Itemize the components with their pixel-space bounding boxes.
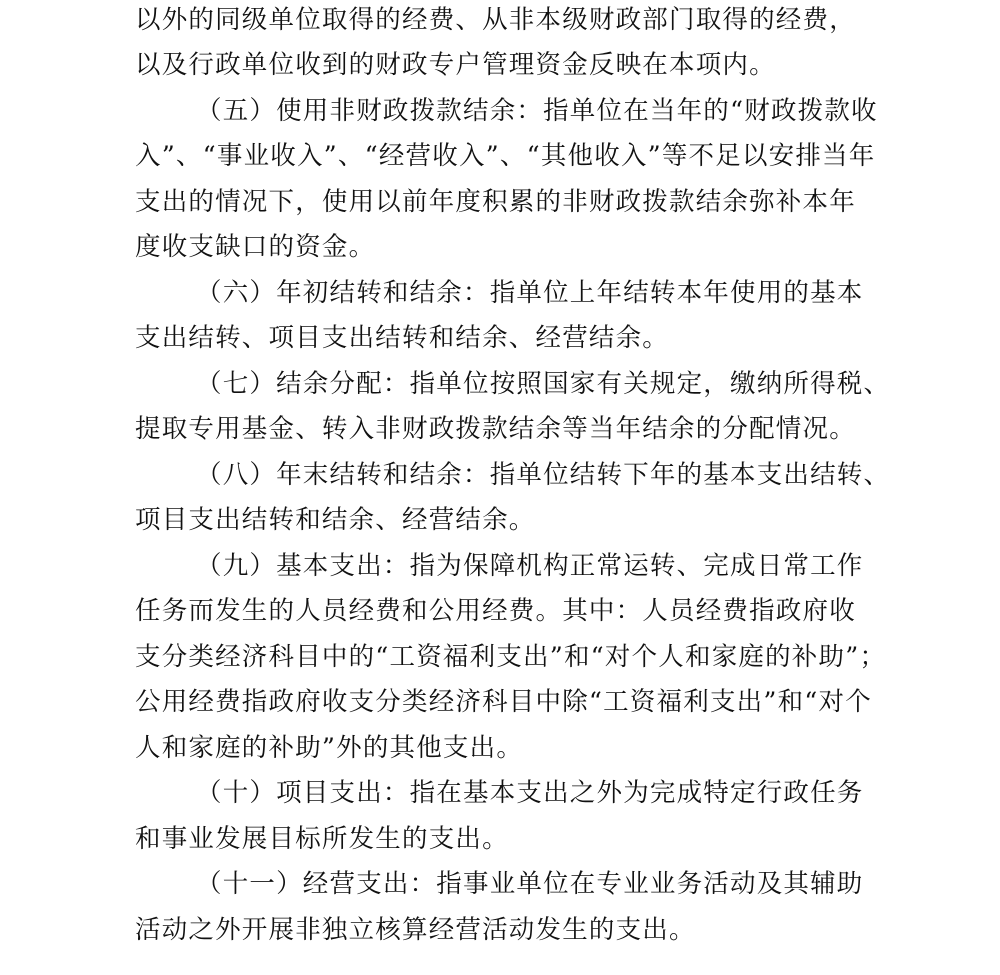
paragraph-line: 支出的情况下，使用以前年度积累的非财政拨款结余弥补本年 — [135, 187, 856, 217]
paragraph-line: 以及行政单位收到的财政专户管理资金反映在本项内。 — [135, 50, 776, 80]
paragraph-line: 任务而发生的人员经费和公用经费。其中：人员经费指政府收 — [135, 596, 856, 626]
paragraph-line: （六）年初结转和结余：指单位上年结转本年使用的基本 — [196, 278, 864, 308]
paragraph-line: （八）年末结转和结余：指单位结转下年的基本支出结转、 — [196, 460, 891, 490]
paragraph-line: （十）项目支出：指在基本支出之外为完成特定行政任务 — [196, 778, 864, 808]
paragraph-line: 提取专用基金、转入非财政拨款结余等当年结余的分配情况。 — [135, 414, 856, 444]
paragraph-line: 活动之外开展非独立核算经营活动发生的支出。 — [135, 915, 696, 945]
paragraph-line: 入”、“事业收入”、“经营收入”、“其他收入”等不足以安排当年 — [135, 141, 876, 171]
paragraph-line: 度收支缺口的资金。 — [135, 232, 376, 262]
paragraph-line: 公用经费指政府收支分类经济科目中除“工资福利支出”和“对个 — [135, 687, 872, 717]
paragraph-line: 项目支出结转和结余、经营结余。 — [135, 505, 536, 535]
paragraph-line: （七）结余分配：指单位按照国家有关规定，缴纳所得税、 — [196, 369, 891, 399]
paragraph-line: 支出结转、项目支出结转和结余、经营结余。 — [135, 323, 670, 353]
paragraph-line: （九）基本支出：指为保障机构正常运转、完成日常工作 — [196, 551, 864, 581]
paragraph-line: 支分类经济科目中的“工资福利支出”和“对个人和家庭的补助”； — [135, 642, 887, 672]
paragraph-line: （五）使用非财政拨款结余：指单位在当年的“财政拨款收 — [196, 96, 878, 126]
paragraph-line: 人和家庭的补助”外的其他支出。 — [135, 733, 524, 763]
paragraph-line: （十一）经营支出：指事业单位在专业业务活动及其辅助 — [196, 869, 864, 899]
paragraph-line: 和事业发展目标所发生的支出。 — [135, 824, 509, 854]
paragraph-line: 以外的同级单位取得的经费、从非本级财政部门取得的经费， — [135, 5, 856, 35]
